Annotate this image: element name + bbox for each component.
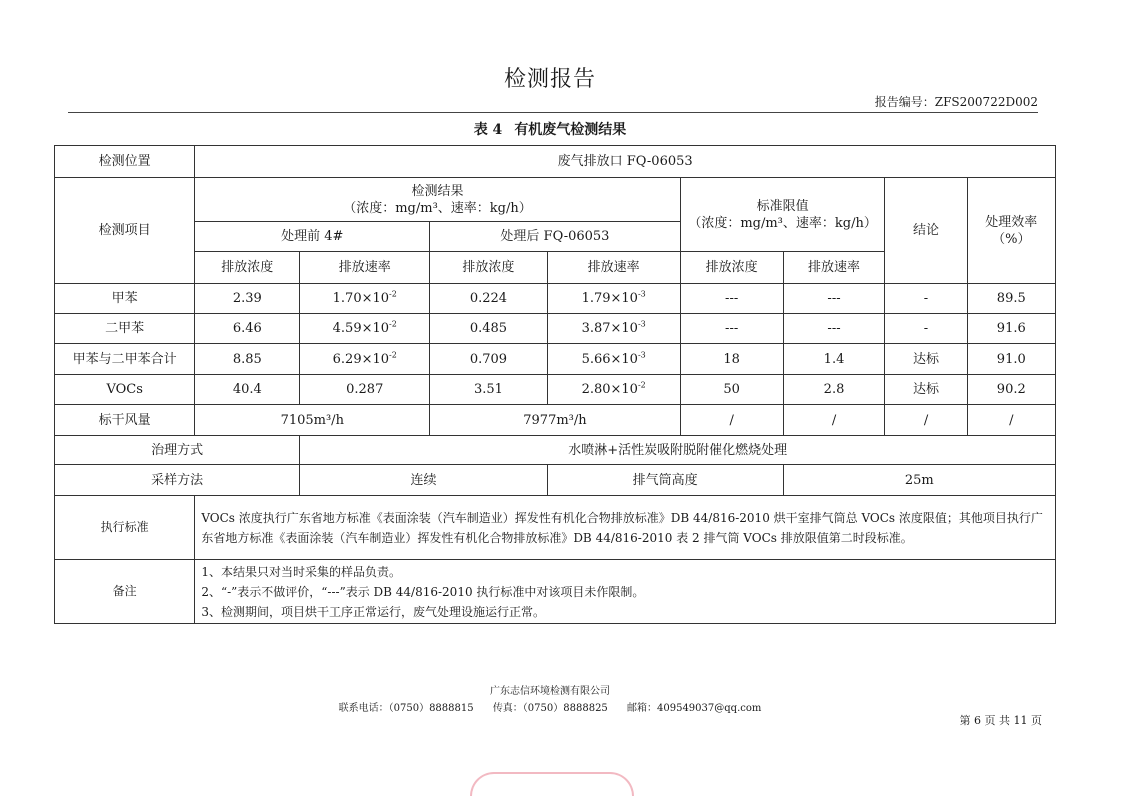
remarks-label: 备注 bbox=[55, 560, 195, 624]
conclusion: - bbox=[885, 284, 967, 314]
results-units: （浓度：mg/m³、速率：kg/h） bbox=[343, 200, 532, 216]
standard-text: VOCs 浓度执行广东省地方标准《表面涂装（汽车制造业）挥发性有机化合物排放标准》DB 44/816-2010 烘干室排气筒总 VOCs 浓度限值；其他项目执行广东省地方标准《表面涂装（汽车制造业）挥发性有机化合物排放标准》DB 44/816-2010 表 2 排气筒 VOCs 排放限值第二时段标准。 bbox=[195, 496, 1056, 560]
conclusion: - bbox=[885, 314, 967, 344]
before-conc: 2.39 bbox=[195, 284, 300, 314]
sampling-row bbox=[55, 465, 1056, 496]
before-rate bbox=[300, 284, 430, 314]
after-conc: 0.709 bbox=[430, 344, 547, 375]
limit-conc: 18 bbox=[680, 344, 783, 375]
efficiency: 91.0 bbox=[967, 344, 1055, 375]
sampling-label: 采样方法 bbox=[55, 465, 300, 496]
after-rate bbox=[547, 344, 680, 375]
limit-conc: 50 bbox=[680, 375, 783, 405]
airflow-label: 标干风量 bbox=[55, 405, 195, 436]
after-conc: 0.224 bbox=[430, 284, 547, 314]
after-header: 处理后 FQ-06053 bbox=[430, 222, 681, 252]
before-rate-mantissa: 6.29×10 bbox=[332, 351, 390, 367]
before-conc: 40.4 bbox=[195, 375, 300, 405]
limit-rate-header: 排放速率 bbox=[783, 252, 885, 284]
item-name: 甲苯 bbox=[55, 284, 195, 314]
limit-conc: --- bbox=[680, 314, 783, 344]
airflow-row bbox=[55, 405, 1056, 436]
stack-height-value: 25m bbox=[783, 465, 1055, 496]
table-caption-number: 表 4 bbox=[473, 122, 503, 138]
table-row bbox=[55, 375, 1056, 405]
treatment-value: 水喷淋+活性炭吸附脱附催化燃烧处理 bbox=[300, 436, 1056, 465]
standard-row bbox=[55, 496, 1056, 560]
limit-header bbox=[680, 178, 885, 252]
after-rate-mantissa: 1.79×10 bbox=[581, 291, 638, 306]
before-conc-header: 排放浓度 bbox=[195, 252, 300, 284]
airflow-after: 7977m³/h bbox=[430, 405, 681, 436]
remark-item: 1、本结果只对当时采集的样品负责。 bbox=[201, 564, 401, 579]
before-rate-exp: -2 bbox=[389, 319, 397, 329]
before-conc: 6.46 bbox=[195, 314, 300, 344]
after-rate-exp: -3 bbox=[637, 319, 646, 329]
before-header: 处理前 4# bbox=[195, 222, 430, 252]
after-rate bbox=[547, 375, 680, 405]
document-title: 检测报告 bbox=[503, 67, 596, 92]
page-number: 第 6 页 共 11 页 bbox=[959, 714, 1042, 727]
limit-rate: --- bbox=[783, 284, 885, 314]
after-rate bbox=[547, 314, 680, 344]
stamp-mark bbox=[470, 772, 634, 796]
after-rate-mantissa: 5.66×10 bbox=[581, 351, 638, 367]
before-conc: 8.85 bbox=[195, 344, 300, 375]
footer bbox=[0, 683, 1100, 717]
airflow-conclusion: / bbox=[885, 405, 967, 436]
item-name: 二甲苯 bbox=[55, 314, 195, 344]
sampling-value: 连续 bbox=[300, 465, 547, 496]
before-rate bbox=[300, 314, 430, 344]
header-rule bbox=[68, 112, 1038, 113]
before-rate-mantissa: 1.70×10 bbox=[332, 291, 390, 306]
results-header bbox=[195, 178, 680, 222]
limit-rate: --- bbox=[783, 314, 885, 344]
table-row bbox=[55, 314, 1056, 344]
airflow-efficiency: / bbox=[967, 405, 1055, 436]
limit-rate: 2.8 bbox=[783, 375, 885, 405]
email: 邮箱：409549037@qq.com bbox=[627, 703, 762, 714]
after-rate-mantissa: 3.87×10 bbox=[581, 321, 638, 336]
before-rate-exp: -2 bbox=[389, 289, 397, 299]
item-name: VOCs bbox=[55, 375, 195, 405]
limit-title: 标准限值 bbox=[756, 198, 809, 214]
after-rate-exp: -2 bbox=[637, 380, 646, 390]
efficiency-title: 处理效率 bbox=[985, 214, 1038, 230]
location-row bbox=[55, 146, 1056, 178]
treatment-row bbox=[55, 436, 1056, 465]
before-rate-exp: -2 bbox=[389, 350, 397, 360]
contact-info bbox=[0, 700, 1100, 717]
limit-rate: 1.4 bbox=[783, 344, 885, 375]
efficiency: 91.6 bbox=[967, 314, 1055, 344]
before-rate bbox=[300, 344, 430, 375]
table-caption-text: 有机废气检测结果 bbox=[514, 122, 627, 138]
limit-units: （浓度：mg/m³、速率：kg/h） bbox=[688, 215, 877, 231]
treatment-label: 治理方式 bbox=[55, 436, 300, 465]
results-title: 检测结果 bbox=[411, 183, 464, 199]
remark-item: 2、“-”表示不做评价，“---”表示 DB 44/816-2010 执行标准中对该项目未作限制。 bbox=[201, 584, 645, 599]
before-rate-mantissa: 0.287 bbox=[346, 382, 384, 397]
standard-label: 执行标准 bbox=[55, 496, 195, 560]
results-table bbox=[54, 145, 1056, 624]
phone: 联系电话：（0750）8888815 bbox=[338, 703, 474, 714]
before-rate-mantissa: 4.59×10 bbox=[332, 321, 390, 336]
before-rate bbox=[300, 375, 430, 405]
item-header: 检测项目 bbox=[55, 178, 195, 284]
header-row-1 bbox=[55, 178, 1056, 222]
after-rate-mantissa: 2.80×10 bbox=[581, 382, 638, 397]
after-rate-header: 排放速率 bbox=[547, 252, 680, 284]
stack-height-label: 排气筒高度 bbox=[547, 465, 783, 496]
after-rate bbox=[547, 284, 680, 314]
conclusion: 达标 bbox=[885, 375, 967, 405]
conclusion-header: 结论 bbox=[885, 178, 967, 284]
after-rate-exp: -3 bbox=[637, 289, 646, 299]
airflow-limit-conc: / bbox=[680, 405, 783, 436]
report-number: 报告编号：ZFS200722D002 bbox=[874, 95, 1038, 109]
limit-conc: --- bbox=[680, 284, 783, 314]
remarks-list bbox=[195, 560, 1056, 624]
item-name: 甲苯与二甲苯合计 bbox=[55, 344, 195, 375]
limit-conc-header: 排放浓度 bbox=[680, 252, 783, 284]
after-rate-exp: -3 bbox=[637, 350, 646, 360]
before-rate-header: 排放速率 bbox=[300, 252, 430, 284]
efficiency-header bbox=[967, 178, 1055, 284]
location-value: 废气排放口 FQ-06053 bbox=[195, 146, 1056, 178]
airflow-before: 7105m³/h bbox=[195, 405, 430, 436]
table-caption bbox=[0, 119, 1100, 139]
remarks-row bbox=[55, 560, 1056, 624]
after-conc-header: 排放浓度 bbox=[430, 252, 547, 284]
table-row bbox=[55, 344, 1056, 375]
efficiency: 90.2 bbox=[967, 375, 1055, 405]
airflow-limit-rate: / bbox=[783, 405, 885, 436]
after-conc: 0.485 bbox=[430, 314, 547, 344]
table-row bbox=[55, 284, 1056, 314]
efficiency: 89.5 bbox=[967, 284, 1055, 314]
company-name: 广东志信环境检测有限公司 bbox=[490, 686, 610, 697]
efficiency-unit: （%） bbox=[992, 231, 1031, 247]
conclusion: 达标 bbox=[885, 344, 967, 375]
location-label: 检测位置 bbox=[55, 146, 195, 178]
after-conc: 3.51 bbox=[430, 375, 547, 405]
fax: 传真：（0750）8888825 bbox=[492, 703, 608, 714]
remark-item: 3、检测期间，项目烘干工序正常运行，废气处理设施运行正常。 bbox=[201, 604, 545, 619]
